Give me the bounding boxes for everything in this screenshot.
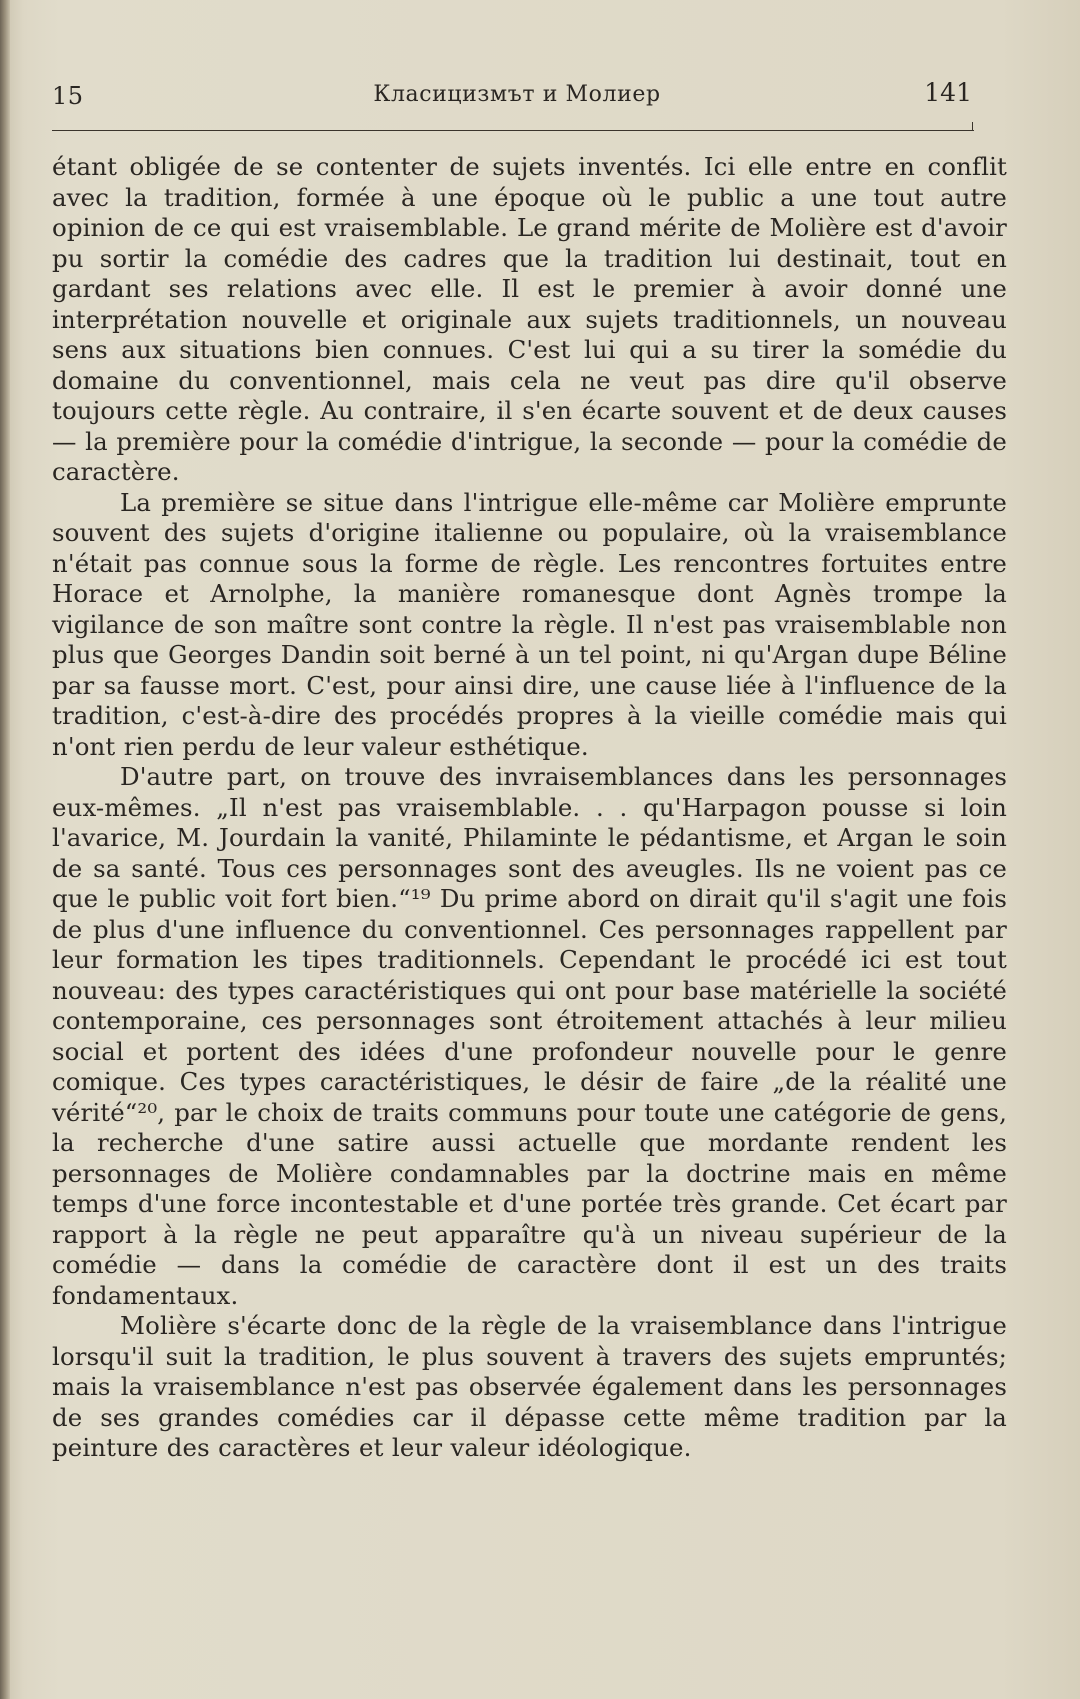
paragraph-4: Molière s'écarte donc de la règle de la vraisemblance dans l'intrigue lorsqu'il suit la tradition, le plus souvent à travers des sujets empruntés; mais la vraisemblance n'est pas observée également dans les personnages de ses grandes comédies car il dépasse cette même tradition par la peinture des caractères et leur valeur idéologique. — [52, 1311, 1007, 1462]
paragraph-2: La première se situe dans l'intrigue elle-même car Molière emprunte souvent des sujets d'origine italienne ou populaire, où la vraisemblance n'était pas connue sous la forme de règle. Les rencontres fortuites entre Horace et Arnolphe, la manière romanesque dont Agnès trompe la vigilance de son maître sont contre la règle. Il n'est pas vraisemblable non plus que Georges Dandin soit berné à un tel point, ni qu'Argan dupe Béline par sa fausse mort. C'est, pour ainsi dire, une cause liée à l'influence de la tradition, c'est-à-dire des procédés propres à la vieille comédie mais qui n'ont rien perdu de leur valeur esthétique. — [52, 487, 1007, 761]
book-spine-shadow — [0, 0, 10, 1699]
header-rule-tick — [938, 122, 973, 131]
paragraph-1: étant obligée de se contenter de sujets inventés. Ici elle entre en conflit avec la tradition, formée à une époque où le public a une tout autre opinion de ce qui est vraisemblable. Le grand mérite de Molière est d'avoir pu sortir la comédie des cadres que la tradition lui destinait, tout en gardant ses relations avec elle. Il est le premier à avoir donné une interprétation nouvelle et originale aux sujets traditionnels, un nouveau sens aux situations bien connues. C'est lui qui a su tirer la somédie du domaine du conventionnel, mais cela ne veut pas dire qu'il observe toujours cette règle. Au contraire, il s'en écarte souvent et de deux causes — la première pour la comédie d'intrigue, la seconde — pour la comédie de caractère. — [52, 152, 1007, 486]
header-rule — [52, 130, 974, 131]
paragraph-3: D'autre part, on trouve des invraisemblances dans les personnages eux-mêmes. „Il n'est pas vraisemblable. . . qu'Harpagon pousse si loin l'avarice, M. Jourdain la vanité, Philaminte le pédantisme, et Argan le soin de sa santé. Tous ces personnages sont des aveugles. Ils ne voient pas ce que le public voit fort bien.“¹⁹ Du prime abord on dirait qu'il s'agit une fois de plus d'une influence du conventionnel. Ces personnages rappellent par leur formation les tipes traditionnels. Cependant le procédé ici est tout nouveau: des types caractéristiques qui ont pour base matérielle la société contemporaine, ces personnages sont étroitement attachés à leur milieu social et portent des idées d'une profondeur nouvelle pour le genre comique. Ces types caractéristiques, le désir de faire „de la réalité une vérité“²⁰, par le choix de traits communs pour toute une catégorie de gens, la recherche d'une satire aussi actuelle que mordante rendent les personnages de Molière condamnables par la doctrine mais en même temps d'une force incontestable et d'une portée très grande. Cet écart par rapport à la règle ne peut apparaître qu'à un niveau supérieur de la comédie — dans la comédie de caractère dont il est un des traits fondamentaux. — [52, 762, 1007, 1310]
running-title: Класицизмът и Молиер — [373, 82, 661, 107]
page-header — [52, 78, 982, 118]
body-text — [52, 152, 1007, 1464]
page-number: 141 — [924, 78, 972, 107]
section-number: 15 — [52, 82, 84, 110]
